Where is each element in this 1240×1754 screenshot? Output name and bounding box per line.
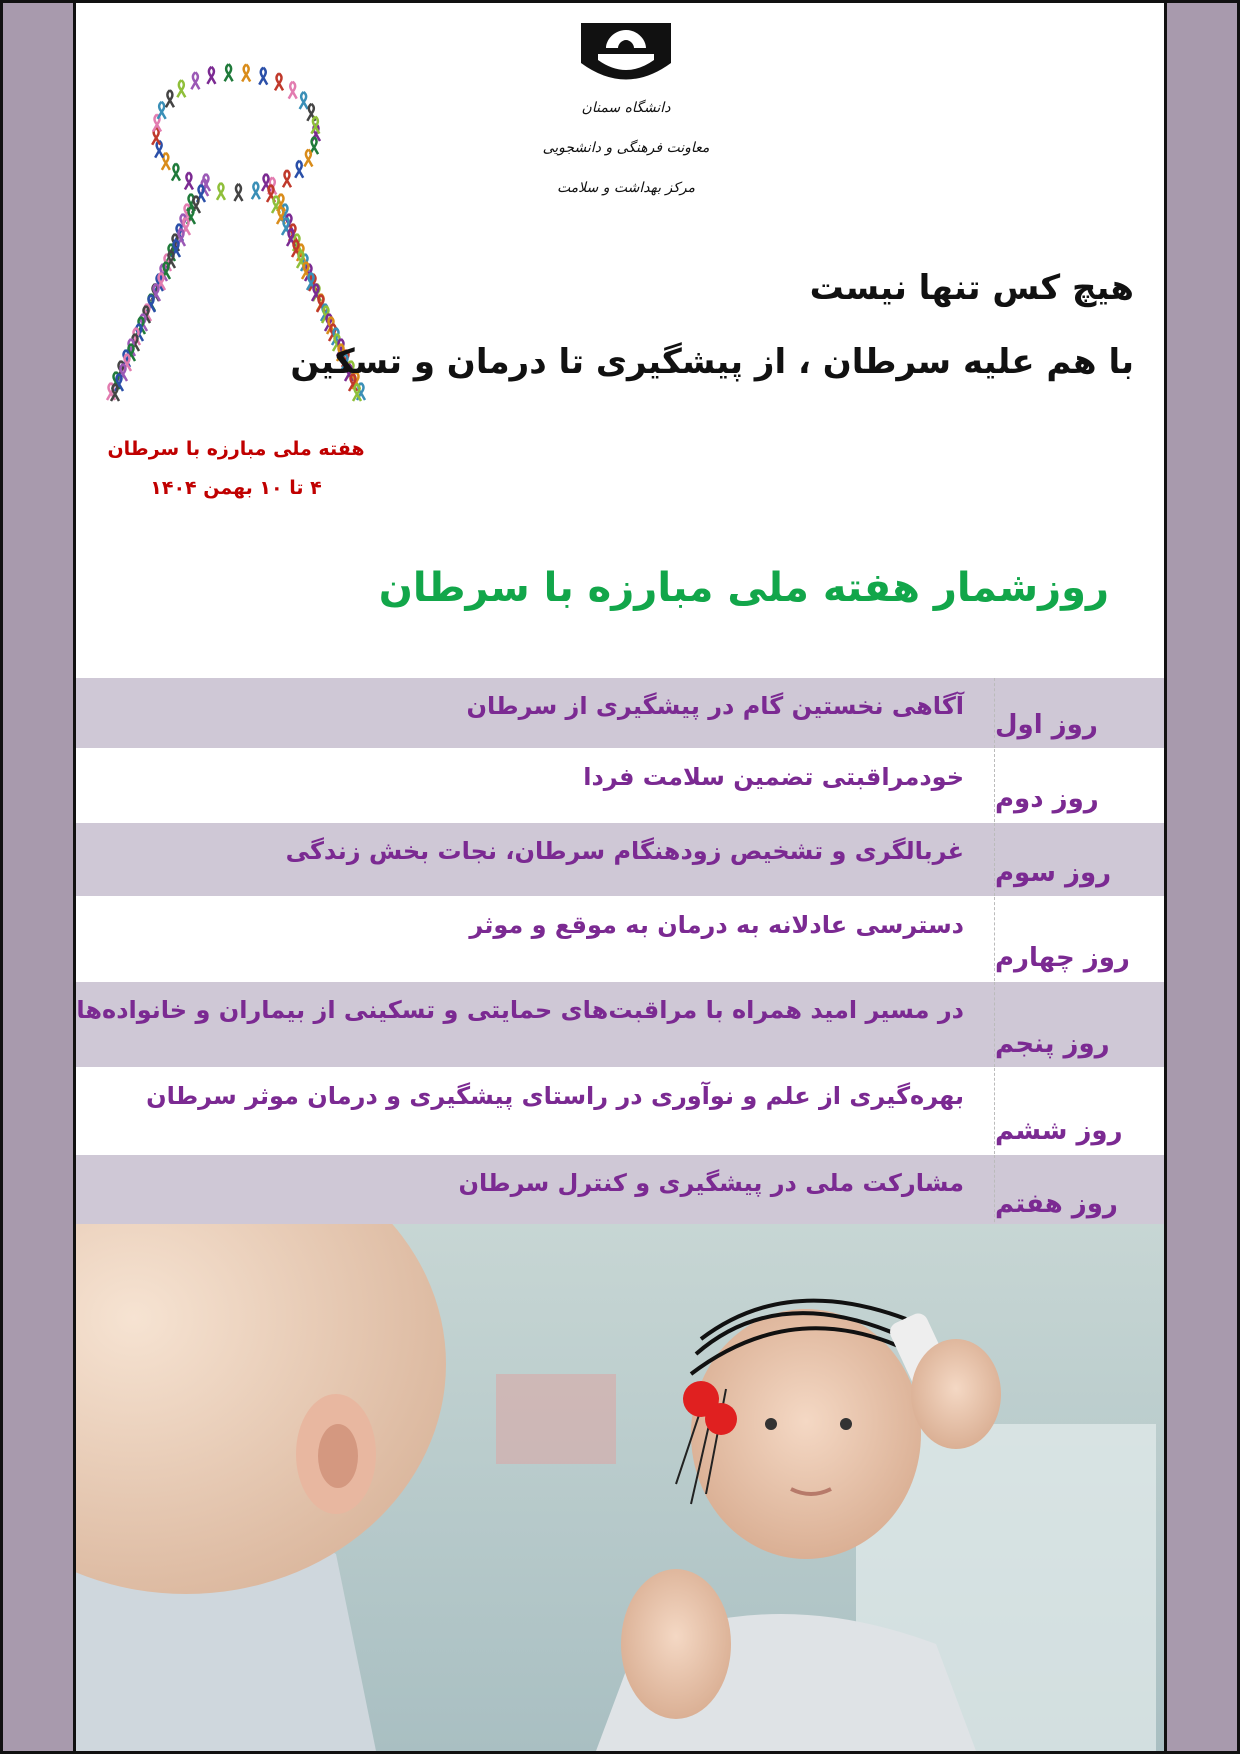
left-border-panel [0, 0, 76, 1754]
day-label: روز چهارم [994, 897, 1164, 981]
table-row [76, 1068, 1164, 1155]
table-row [76, 749, 1164, 823]
table-row [76, 1155, 1164, 1228]
table-row [76, 823, 1164, 897]
day-label: روز سوم [994, 823, 1164, 896]
university-name: دانشگاه سمنان [581, 100, 671, 116]
poster-page [76, 0, 1164, 1754]
mini-ribbon-icon [252, 182, 260, 199]
day-theme: آگاهی نخستین گام در پیشگیری از سرطان [466, 692, 964, 720]
mini-ribbon-icon [172, 164, 180, 181]
day-theme: مشارکت ملی در پیشگیری و کنترل سرطان [458, 1169, 964, 1197]
table-row [76, 678, 1164, 749]
mini-ribbon-icon [191, 72, 199, 89]
mini-ribbon-icon [289, 82, 297, 99]
day-label: روز دوم [994, 749, 1164, 822]
slogan-line-1: هیچ کس تنها نیست [809, 268, 1134, 308]
day-theme: دسترسی عادلانه به درمان به موقع و موثر [469, 911, 964, 939]
mini-ribbon-icon [177, 80, 185, 97]
mini-ribbon-icon [185, 173, 193, 190]
day-theme: خودمراقبتی تضمین سلامت فردا [583, 763, 964, 791]
mini-ribbon-icon [158, 102, 166, 119]
day-label: روز هفتم [994, 1155, 1164, 1227]
mini-ribbon-icon [259, 68, 267, 85]
table-row [76, 982, 1164, 1068]
mini-ribbon-icon [225, 64, 233, 81]
week-badge-dates: ۴ تا ۱۰ بهمن ۱۴۰۴ [150, 477, 322, 499]
week-badge-title: هفته ملی مبارزه با سرطان [107, 438, 365, 460]
mini-ribbon-icon [166, 90, 174, 107]
day-label: روز اول [994, 678, 1164, 748]
mini-ribbon-icon [295, 161, 303, 178]
right-border-panel [1164, 0, 1240, 1754]
center-name: مرکز بهداشت و سلامت [556, 180, 696, 196]
table-row [76, 897, 1164, 982]
day-theme: در مسیر امید همراه با مراقبت‌های حمایتی و تسکینی از بیماران و خانواده‌ها [76, 996, 964, 1024]
children-photo-illustration [76, 1224, 1164, 1751]
day-theme: غربالگری و تشخیص زودهنگام سرطان، نجات بخش زندگی [285, 837, 964, 865]
mini-ribbon-icon [217, 183, 225, 200]
mini-ribbon-icon [234, 184, 242, 201]
mini-ribbon-icon [283, 170, 291, 187]
day-label: روز پنجم [994, 982, 1164, 1067]
day-theme: بهره‌گیری از علم و نوآوری در راستای پیشگیری و درمان موثر سرطان [146, 1082, 964, 1110]
department-name: معاونت فرهنگی و دانشجویی [542, 140, 710, 156]
calendar-title: روزشمار هفته ملی مبارزه با سرطان [378, 565, 1109, 611]
mini-ribbon-icon [207, 67, 215, 84]
mini-ribbon-icon [242, 64, 250, 81]
mini-ribbon-icon [300, 92, 308, 109]
calendar-table [76, 678, 1164, 1228]
day-label: روز ششم [994, 1068, 1164, 1154]
mini-ribbon-icon [304, 150, 312, 167]
university-logo-icon [576, 18, 676, 88]
top-frame-line [76, 0, 1164, 3]
slogan-line-2: با هم علیه سرطان ، از پیشگیری تا درمان و تسکین [290, 342, 1134, 382]
mini-ribbon-icon [275, 73, 283, 90]
